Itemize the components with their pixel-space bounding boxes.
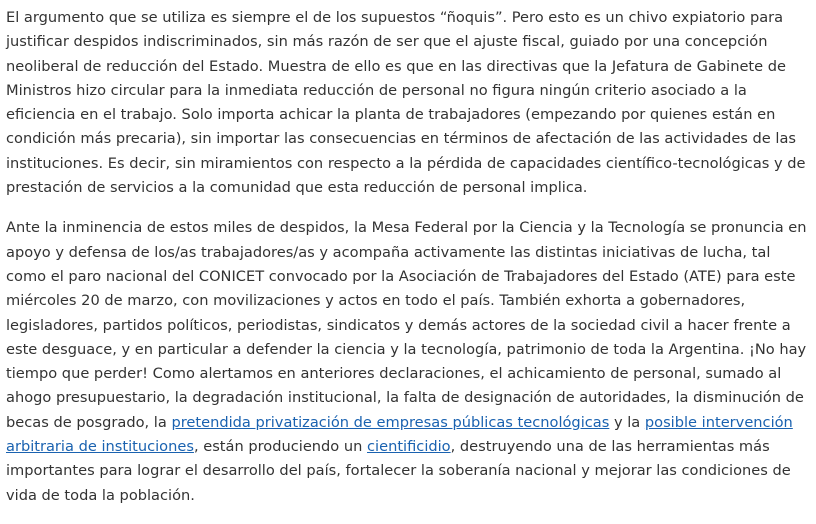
paragraph-text-segment: y la bbox=[609, 413, 645, 431]
link-cientificidio[interactable]: cientificidio bbox=[367, 438, 451, 456]
link-privatizacion-empresas[interactable]: pretendida privatización de empresas públicas tecnológicas bbox=[171, 413, 610, 431]
paragraph-ajuste: El argumento que se utiliza es siempre el de los supuestos “ñoquis”. Pero esto es un chivo expiatorio para justificar despidos indiscriminados, sin más razón de ser que el ajuste fiscal, guiado por una concepción neoliberal de reducción del Estado. Muestra de ello es que en las directivas que la Jefatura de Gabinete de Ministros hizo circular para la inmediata reducción de personal no figura ningún criterio asociado a la eficiencia en el trabajo. Solo importa achicar la planta de trabajadores (empezando por quienes están en condición más precaria), sin importar las consecuencias en términos de afectación de las actividades de las instituciones. Es decir, sin miramientos con respecto a la pérdida de capacidades científico-tecnológicas y de prestación de servicios a la comunidad que esta reducción de personal implica. bbox=[6, 9, 806, 197]
paragraph-mesa-federal bbox=[6, 216, 812, 508]
paragraph-text-segment: , destruyendo una de las herramientas más importantes para lograr el desarrollo del país, fortalecer la soberanía nacional y mejorar las condiciones de vida de toda la población. bbox=[6, 438, 791, 504]
paragraph-text-segment: , están produciendo un bbox=[193, 438, 368, 456]
paragraph-text-segment: Ante la inminencia de estos miles de despidos, la Mesa Federal por la Ciencia y la Tecnología se pronuncia en apoyo y defensa de los/as trabajadores/as y acompaña activamente las distintas iniciativas de lucha, tal como el paro nacional del CONICET convocado por la Asociación de Trabajadores del Estado (ATE) para este miércoles 20 de marzo, con movilizaciones y actos en todo el país. También exhorta a gobernadores, legisladores, partidos políticos, periodistas, sindicatos y demás actores de la sociedad civil a hacer frente a este desguace, y en particular a defender la ciencia y la tecnología, patrimonio de toda la Argentina. ¡No hay tiempo que perder! Como alertamos en anteriores declaraciones, el achicamiento de personal, sumado al ahogo presupuestario, la degradación institucional, la falta de designación de autoridades, la disminución de becas de posgrado, la bbox=[6, 219, 807, 431]
link-intervencion-instituciones[interactable]: posible intervención arbitraria de instituciones bbox=[6, 413, 793, 456]
article-body bbox=[6, 6, 812, 524]
